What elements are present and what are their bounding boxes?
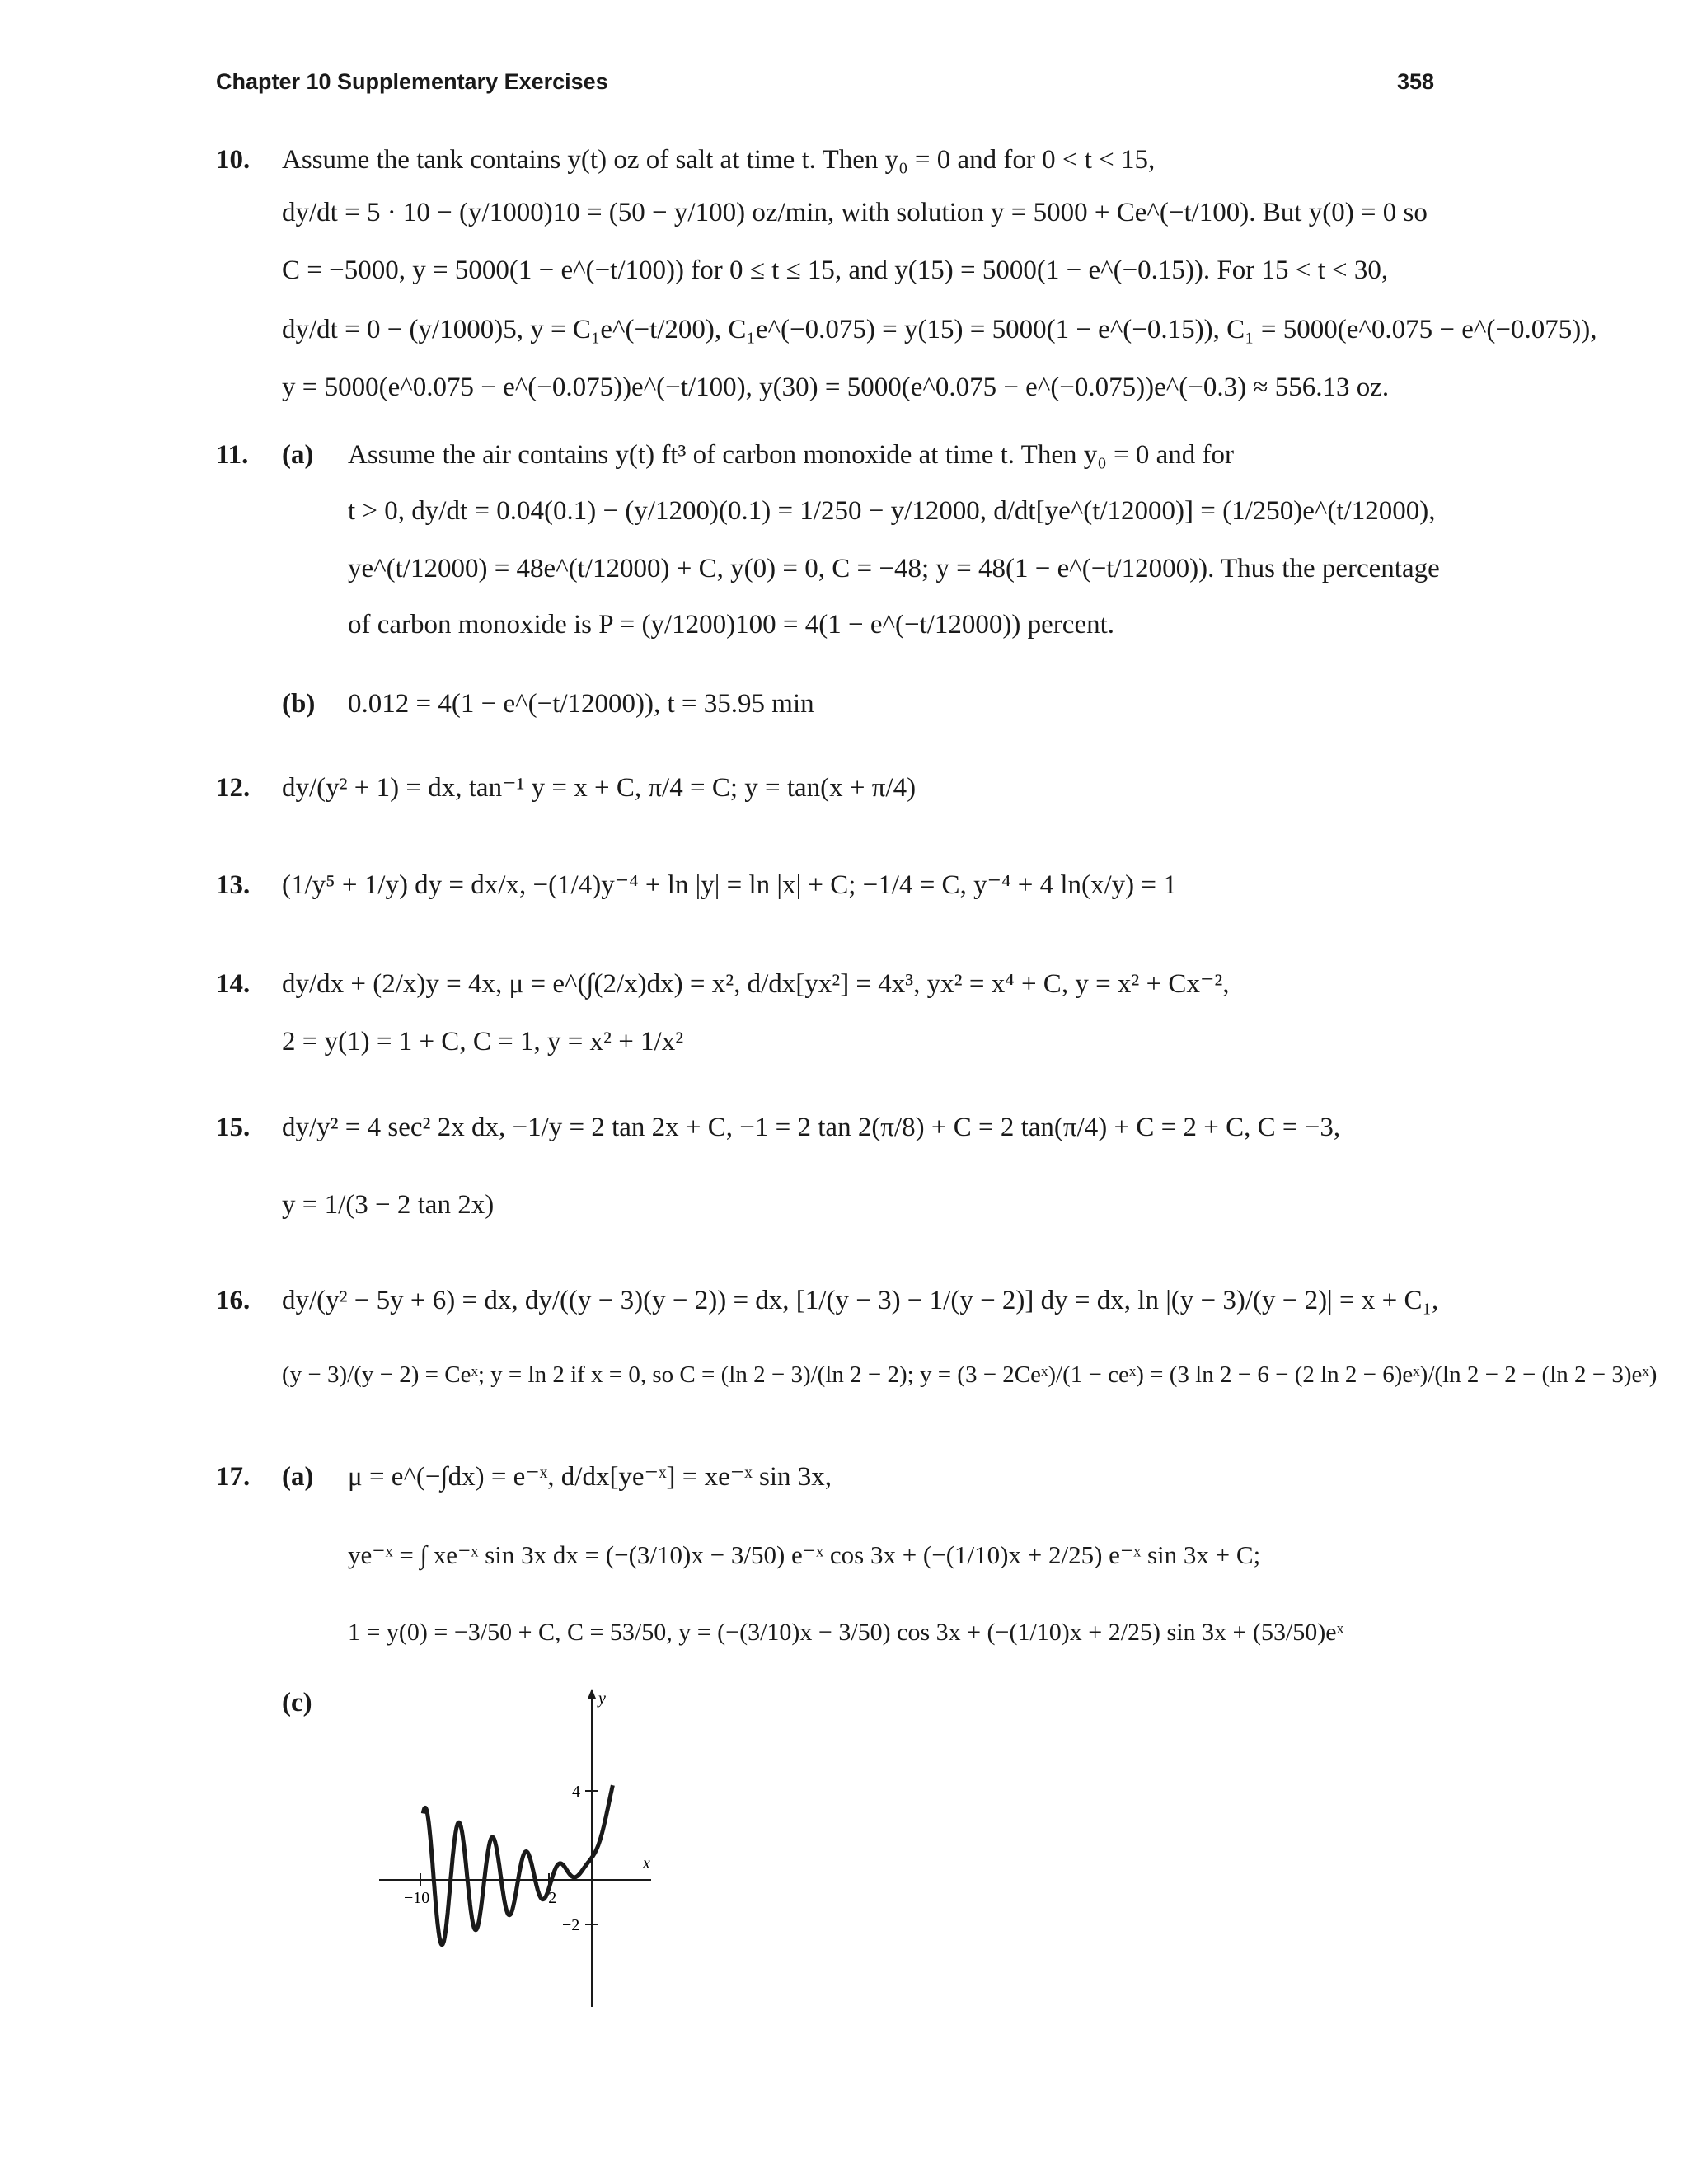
exercise-number: 13. bbox=[216, 870, 251, 900]
exercise-12 bbox=[216, 766, 1472, 816]
solution-curve bbox=[423, 1785, 612, 1945]
equation-line: y = 1/(3 − 2 tan 2x) bbox=[282, 1190, 495, 1220]
equation-line: y = 5000(e^0.075 − e^(−0.075))e^(−t/100), y(30) = 5000(e^0.075 − e^(−0.075))e^(−0.3) ≈ 556.13 oz. bbox=[282, 373, 1390, 402]
exercise-number: 17. bbox=[216, 1462, 251, 1492]
exercise-16 bbox=[216, 1276, 1658, 1416]
equation-line: (1/y⁵ + 1/y) dy = dx/x, −(1/4)y⁻⁴ + ln |y| = ln |x| + C; −1/4 = C, y⁻⁴ + 4 ln(x/y) = 1 bbox=[282, 870, 1177, 900]
exercise-13 bbox=[216, 865, 1472, 915]
graph-axes bbox=[379, 1689, 651, 2007]
equation-line: (y − 3)/(y − 2) = Ceˣ; y = ln 2 if x = 0, so C = (ln 2 − 3)/(ln 2 − 2); y = (3 − 2Ceˣ)/(1 − ceˣ) = (3 ln 2 − 6 − (2 ln 2 − 6)eˣ)/(ln 2 − 2 − (ln 2 − 3)eˣ) bbox=[282, 1361, 1658, 1388]
equation-line: dy/y² = 4 sec² 2x dx, −1/y = 2 tan 2x + C, −1 = 2 tan 2(π/8) + C = 2 tan(π/4) + C = 2 + C, C = −3, bbox=[282, 1113, 1341, 1142]
part-label: (a) bbox=[282, 440, 314, 470]
equation-line: t > 0, dy/dt = 0.04(0.1) − (y/1200)(0.1) = 1/250 − y/12000, d/dt[ye^(t/12000)] = (1/250)e^(t/12000), bbox=[348, 496, 1436, 526]
exercise-number: 16. bbox=[216, 1286, 251, 1315]
y-axis-label: y bbox=[598, 1690, 606, 1708]
exercise-11 bbox=[216, 435, 1472, 732]
equation-line: ye^(t/12000) = 48e^(t/12000) + C, y(0) = 0, C = −48; y = 48(1 − e^(−t/12000)). Thus the percentage bbox=[348, 554, 1440, 583]
solution-graph bbox=[354, 1685, 668, 2015]
exercise-17 bbox=[216, 1452, 1472, 1718]
page-number: 358 bbox=[1396, 69, 1434, 94]
equation-line: C = −5000, y = 5000(1 − e^(−t/100)) for 0 ≤ t ≤ 15, and y(15) = 5000(1 − e^(−0.15)). For 15 < t < 30, bbox=[282, 255, 1389, 285]
part-label: (a) bbox=[282, 1462, 314, 1492]
x-axis-label: x bbox=[643, 1854, 650, 1872]
exercise-number: 10. bbox=[216, 145, 251, 175]
tick-label-x: −10 bbox=[404, 1889, 430, 1907]
equation-line: of carbon monoxide is P = (y/1200)100 = 4(1 − e^(−t/12000)) percent. bbox=[348, 610, 1115, 640]
tick-label-y: −2 bbox=[562, 1916, 580, 1934]
equation-line: dy/(y² − 5y + 6) = dx, dy/((y − 3)(y − 2)) = dx, [1/(y − 3) − 1/(y − 2)] dy = dx, ln |(y − 3)/(y − 2)| = x + C₁, bbox=[282, 1286, 1439, 1315]
equation-line: dy/dx + (2/x)y = 4x, μ = e^(∫(2/x)dx) = x², d/dx[yx²] = 4x³, yx² = x⁴ + C, y = x² + Cx⁻², bbox=[282, 969, 1230, 999]
text-line: Assume the tank contains y(t) oz of salt at time t. Then y₀ = 0 and for 0 < t < 15, bbox=[282, 145, 1156, 175]
exercise-number: 12. bbox=[216, 773, 251, 803]
exercise-number: 11. bbox=[216, 440, 249, 470]
exercise-number: 15. bbox=[216, 1113, 251, 1142]
exercise-number: 14. bbox=[216, 969, 251, 999]
equation-line: 1 = y(0) = −3/50 + C, C = 53/50, y = (−(3/10)x − 3/50) cos 3x + (−(1/10)x + 2/25) sin 3x + (53/50)eˣ bbox=[348, 1619, 1344, 1646]
exercise-14 bbox=[216, 963, 1472, 1070]
equation-line: μ = e^(−∫dx) = e⁻ˣ, d/dx[ye⁻ˣ] = xe⁻ˣ sin 3x, bbox=[348, 1462, 832, 1492]
equation-line: 2 = y(1) = 1 + C, C = 1, y = x² + 1/x² bbox=[282, 1027, 684, 1057]
y-axis-arrow-icon bbox=[588, 1689, 596, 1699]
equation-line: 0.012 = 4(1 − e^(−t/12000)), t = 35.95 min bbox=[348, 689, 814, 719]
tick-label-x: −2 bbox=[539, 1889, 557, 1907]
exercise-15 bbox=[216, 1103, 1472, 1235]
equation-line: dy/(y² + 1) = dx, tan⁻¹ y = x + C, π/4 = C; y = tan(x + π/4) bbox=[282, 773, 917, 803]
text-line: Assume the air contains y(t) ft³ of carbon monoxide at time t. Then y₀ = 0 and for bbox=[348, 440, 1234, 470]
equation-line: dy/dt = 0 − (y/1000)5, y = C₁e^(−t/200), C₁e^(−0.075) = y(15) = 5000(1 − e^(−0.15)), C₁ = 5000(e^0.075 − e^(−0.075)), bbox=[282, 315, 1597, 344]
exercise-10 bbox=[216, 140, 1597, 412]
part-label: (c) bbox=[282, 1688, 312, 1718]
equation-line: ye⁻ˣ = ∫ xe⁻ˣ sin 3x dx = (−(3/10)x − 3/50) e⁻ˣ cos 3x + (−(1/10)x + 2/25) e⁻ˣ sin 3x + C; bbox=[348, 1540, 1261, 1569]
tick-label-y: 4 bbox=[572, 1783, 580, 1801]
part-label: (b) bbox=[282, 689, 316, 719]
chapter-title: Chapter 10 Supplementary Exercises bbox=[216, 69, 608, 94]
equation-line: dy/dt = 5 · 10 − (y/1000)10 = (50 − y/100) oz/min, with solution y = 5000 + Ce^(−t/100). But y(0) = 0 so bbox=[282, 198, 1428, 227]
